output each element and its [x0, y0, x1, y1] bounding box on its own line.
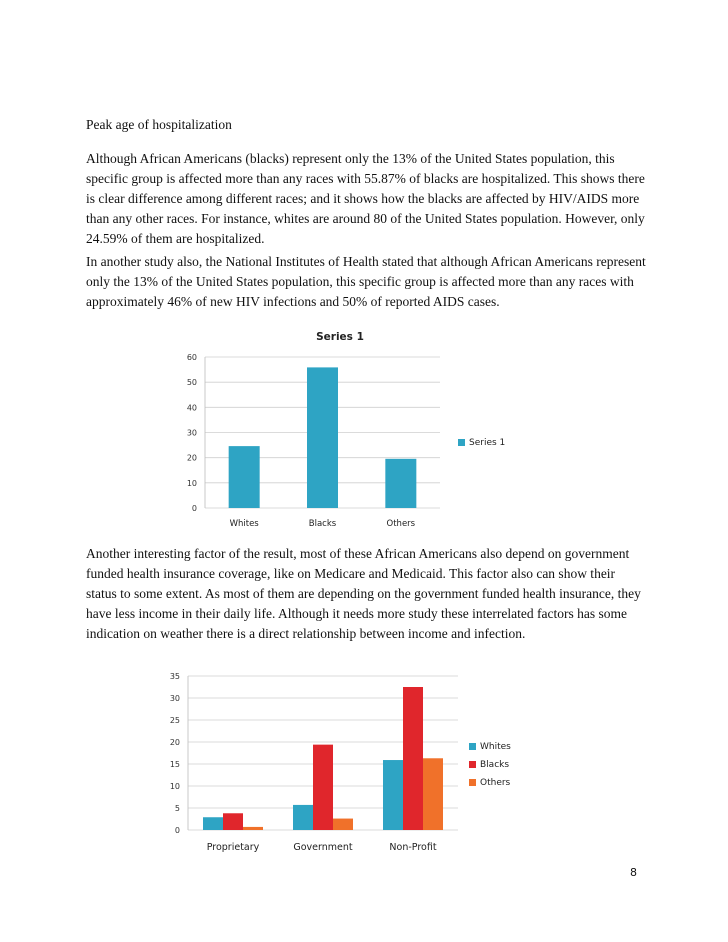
bar-others-proprietary	[243, 827, 263, 830]
y-tick-label: 5	[174, 804, 180, 813]
x-category-label: Others	[386, 519, 416, 529]
legend-label-series-1: Series 1	[469, 438, 506, 448]
legend-label-whites: Whites	[480, 742, 511, 752]
y-tick-label: 0	[174, 826, 180, 835]
y-tick-label: 10	[169, 782, 180, 791]
legend-label-others: Others	[480, 778, 511, 788]
y-tick-label: 20	[169, 738, 180, 747]
bar-series-1-others	[385, 459, 416, 508]
chart-insurance-by-race	[0, 665, 728, 865]
legend-swatch-whites	[469, 743, 476, 750]
y-tick-label: 10	[186, 478, 197, 488]
y-tick-label: 15	[169, 760, 180, 769]
bar-whites-government	[293, 805, 313, 830]
y-tick-label: 0	[191, 504, 197, 513]
bar-series-1-whites	[229, 446, 260, 508]
bar-others-non-profit	[423, 758, 443, 830]
bar-blacks-proprietary	[223, 813, 243, 830]
y-tick-label: 20	[186, 453, 197, 463]
legend-label-blacks: Blacks	[480, 760, 510, 770]
y-tick-label: 40	[186, 403, 197, 413]
paragraph-hospitalization: Although African Americans (blacks) represent only the 13% of the United States population, this specific group is affected more than any races with 55.87% of blacks are hospitalized. This shows there is clear difference among different races; and it shows how the blacks are affected by HIV/AIDS more than any other races. For instance, whites are around 80 of the United States population. However, only 24.59% of them are hospitalized.	[86, 151, 645, 246]
y-tick-label: 30	[186, 428, 197, 438]
chart-hospitalization-by-race	[0, 320, 728, 535]
x-category-label: Government	[293, 842, 353, 853]
y-tick-label: 25	[169, 716, 180, 725]
legend-swatch-blacks	[469, 761, 476, 768]
paragraph-insurance-coverage: Another interesting factor of the result, most of these African Americans also depend on government funded health insurance coverage, like on Medicare and Medicaid. This factor also can show their status to some extent. As most of them are depending on the government funded health insurance, they have less income in their daily life. Although it needs more study these interrelated factors has some indication on weather there is a direct relationship between income and infection.	[86, 546, 641, 641]
chart-title: Series 1	[316, 331, 364, 343]
bar-whites-proprietary	[203, 817, 223, 830]
section-heading: Peak age of hospitalization	[86, 117, 232, 132]
x-category-label: Whites	[229, 519, 259, 529]
x-category-label: Blacks	[308, 519, 337, 529]
y-tick-label: 50	[186, 378, 197, 388]
bar-blacks-non-profit	[403, 687, 423, 830]
legend-swatch-others	[469, 779, 476, 786]
y-tick-label: 60	[186, 353, 197, 362]
bar-blacks-government	[313, 745, 333, 830]
bar-series-1-blacks	[307, 367, 338, 508]
y-tick-label: 35	[169, 672, 180, 681]
x-category-label: Proprietary	[206, 842, 260, 853]
legend-swatch-series-1	[458, 439, 465, 446]
x-category-label: Non-Profit	[389, 842, 437, 853]
bar-whites-non-profit	[383, 760, 403, 830]
paragraph-nih-study: In another study also, the National Institutes of Health stated that although African Americans represent only the 13% of the United States population, this specific group is affected more than any races with approximately 46% of new HIV infections and 50% of reported AIDS cases.	[86, 254, 646, 309]
page-number: 8	[630, 866, 637, 879]
bar-others-government	[333, 819, 353, 830]
y-tick-label: 30	[169, 694, 180, 703]
